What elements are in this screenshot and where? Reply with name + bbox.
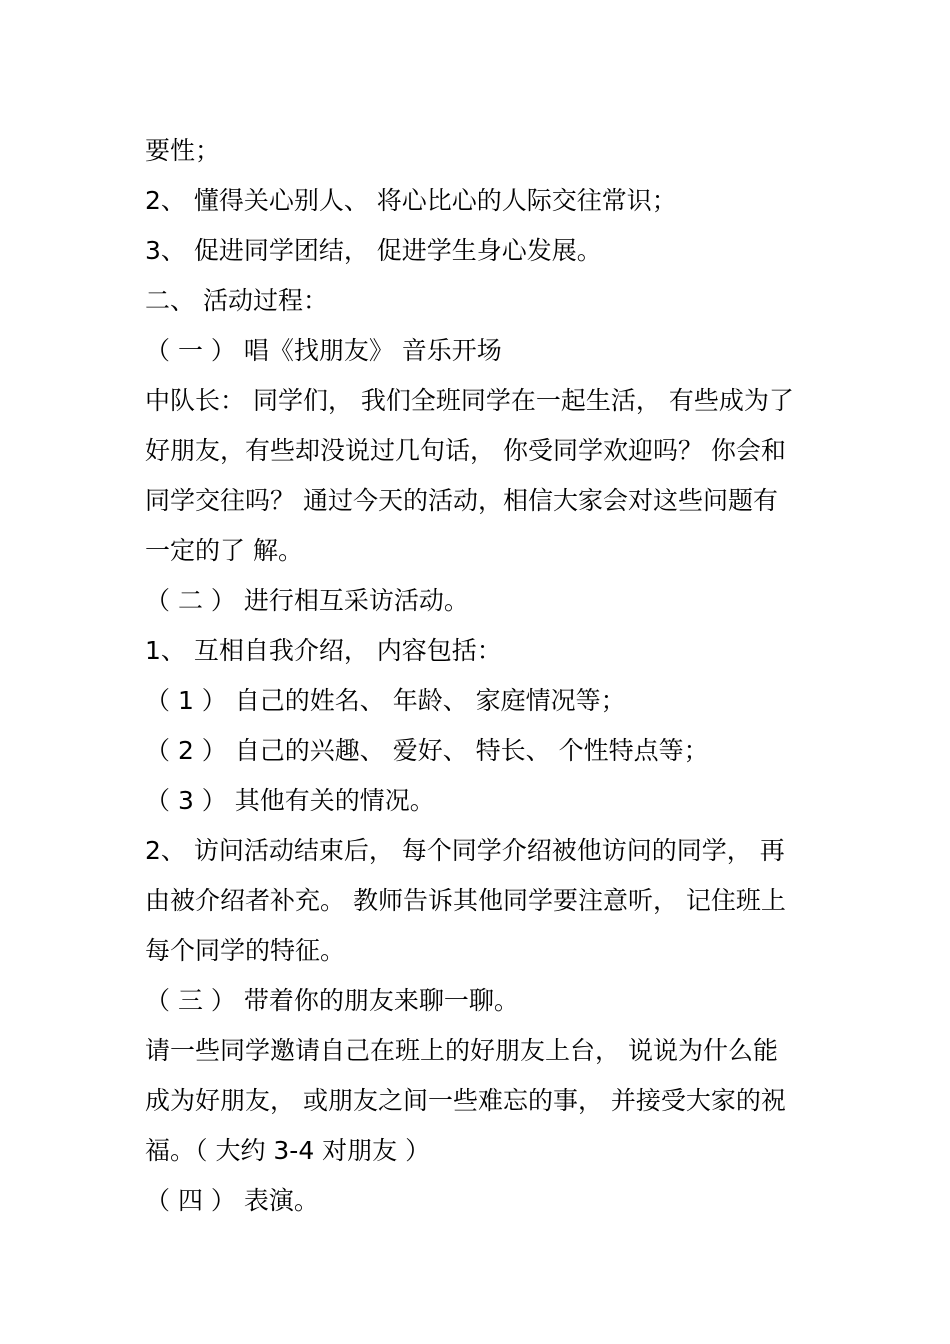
text-line: 成为好朋友， 或朋友之间一些难忘的事， 并接受大家的祝	[145, 1086, 786, 1115]
text-line: 福。（ 大约 3-4 对朋友 ）	[145, 1136, 431, 1165]
text-line: （ 2 ） 自己的兴趣、 爱好、 特长、 个性特点等；	[145, 736, 709, 765]
section-heading: 二、 活动过程：	[145, 286, 328, 315]
subsection-heading: （ 四 ） 表演。	[145, 1186, 319, 1215]
document-body	[145, 126, 810, 1226]
text-line: （ 3 ） 其他有关的情况。	[145, 786, 435, 815]
text-line: 2、 访问活动结束后， 每个同学介绍被他访问的同学， 再	[145, 836, 785, 865]
subsection-heading: （ 一 ） 唱《找朋友》 音乐开场	[145, 336, 502, 365]
subsection-heading: （ 三 ） 带着你的朋友来聊一聊。	[145, 986, 519, 1015]
subsection-heading: （ 二 ） 进行相互采访活动。	[145, 586, 469, 615]
text-line: 每个同学的特征。	[145, 936, 346, 965]
text-line: 好朋友，有些却没说过几句话， 你受同学欢迎吗？ 你会和	[145, 436, 786, 465]
text-line: （ 1 ） 自己的姓名、 年龄、 家庭情况等；	[145, 686, 626, 715]
text-line: 3、 促进同学团结， 促进学生身心发展。	[145, 236, 602, 265]
text-line: 同学交往吗？ 通过今天的活动，相信大家会对这些问题有	[145, 486, 778, 515]
text-line: 中队长： 同学们， 我们全班同学在一起生活， 有些成为了	[145, 386, 794, 415]
text-line: 由被介绍者补充。 教师告诉其他同学要注意听， 记住班上	[145, 886, 786, 915]
text-line: 请一些同学邀请自己在班上的好朋友上台， 说说为什么能	[145, 1036, 778, 1065]
text-line: 2、 懂得关心别人、 将心比心的人际交往常识；	[145, 186, 677, 215]
text-line: 一定的了 解。	[145, 536, 303, 565]
text-line: 1、 互相自我介绍， 内容包括：	[145, 636, 502, 665]
text-line: 要性；	[145, 136, 221, 165]
